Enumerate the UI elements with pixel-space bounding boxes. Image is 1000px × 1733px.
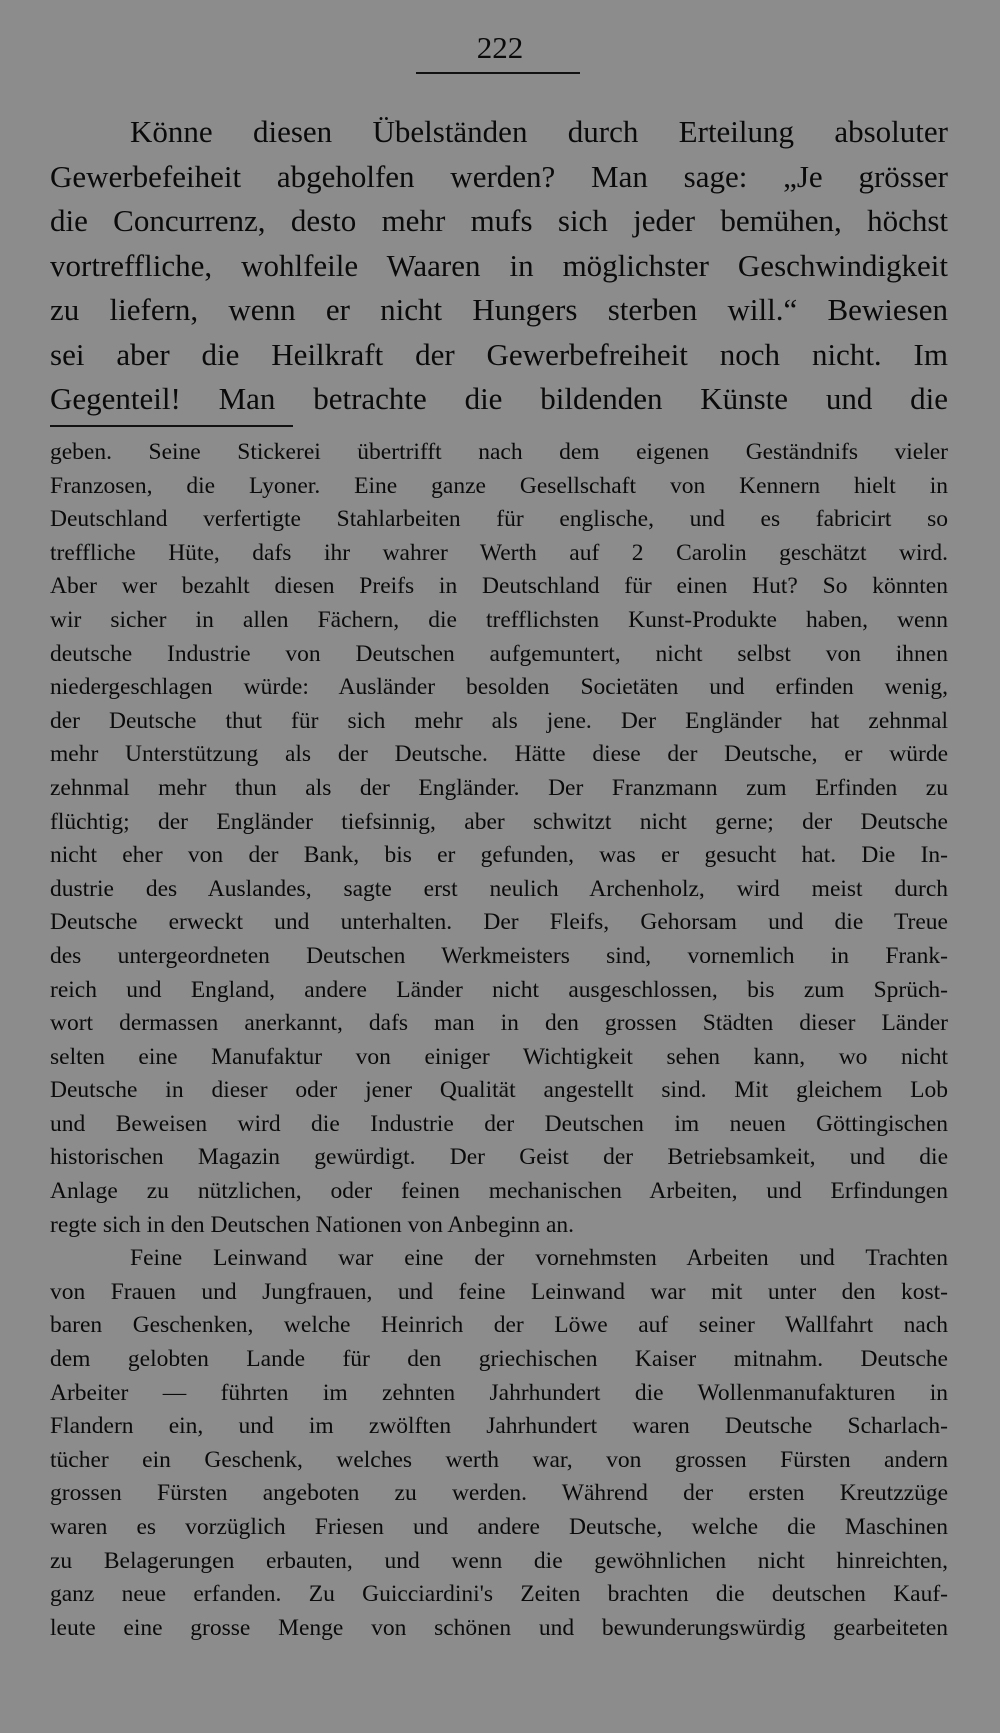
main-text-line: sei aber die Heilkraft der Gewerbefreiheit noch nicht. Im [50,336,948,372]
footnote-line: Franzosen, die Lyoner. Eine ganze Gesellschaft von Kennern hielt in [50,472,948,499]
footnote-line: des untergeordneten Deutschen Werkmeisters sind, vornemlich in Frank- [50,942,948,969]
footnote-line: deutsche Industrie von Deutschen aufgemuntert, nicht selbst von ihnen [50,640,948,667]
footnote-line: wort dermassen anerkannt, dafs man in den grossen Städten dieser Länder [50,1010,948,1037]
footnote-line: historischen Magazin gewürdigt. Der Geist der Betriebsamkeit, und die [50,1144,948,1171]
footnote-separator [50,425,293,427]
page-number: 222 [476,30,524,65]
footnote-line: Arbeiter — führten im zehnten Jahrhundert die Wollenmanufakturen in [50,1379,948,1406]
footnote-block [50,436,948,1645]
footnote-line: ganz neue erfanden. Zu Guicciardini's Zeiten brachten die deutschen Kauf- [50,1581,948,1608]
footnote-line: mehr Unterstützung als der Deutsche. Hätte diese der Deutsche, er würde [50,741,948,768]
footnote-line: Deutsche in dieser oder jener Qualität angestellt sind. Mit gleichem Lob [50,1077,948,1104]
footnote-line: niedergeschlagen würde: Ausländer besolden Societäten und erfinden wenig, [50,674,948,701]
footnote-line: grossen Fürsten angeboten zu werden. Während der ersten Kreutzzüge [50,1480,948,1507]
footnote-line: treffliche Hüte, dafs ihr wahrer Werth auf 2 Carolin geschätzt wird. [50,539,948,566]
footnote-line: geben. Seine Stickerei übertrifft nach dem eigenen Geständnifs vieler [50,439,948,465]
footnote-line: zu Belagerungen erbauten, und wenn die gewöhnlichen nicht hinreichten, [50,1547,948,1574]
footnote-line: regte sich in den Deutschen Nationen von Anbeginn an. [50,1211,575,1238]
footnote-line: nicht eher von der Bank, bis er gefunden, was er gesucht hat. Die In- [50,842,948,869]
footnote-line: tücher ein Geschenk, welches werth war, von grossen Fürsten andern [50,1446,948,1473]
footnote-line: Anlage zu nützlichen, oder feinen mechanischen Arbeiten, und Erfindungen [50,1178,948,1205]
main-text-line: Gegenteil! Man betrachte die bildenden Künste und die [50,381,948,416]
footnote-line: Flandern ein, und im zwölften Jahrhundert waren Deutsche Scharlach- [50,1413,948,1440]
page-number-underline [416,72,580,74]
footnote-line: flüchtig; der Engländer tiefsinnig, aber schwitzt nicht gerne; der Deutsche [50,808,948,835]
footnote-line: Deutsche erweckt und unterhalten. Der Fleifs, Gehorsam und die Treue [50,909,948,936]
footnote-line: dustrie des Auslandes, sagte erst neulich Archenholz, wird meist durch [50,875,948,902]
footnote-line: wir sicher in allen Fächern, die trefflichsten Kunst-Produkte haben, wenn [50,606,948,633]
main-text-line: Könne diesen Übelständen durch Erteilung absoluter [130,114,948,149]
main-text-line: zu liefern, wenn er nicht Hungers sterben will.“ Bewiesen [50,292,948,327]
main-text-block [50,110,948,422]
main-text-line: Gewerbefeiheit abgeholfen werden? Man sage: „Je grösser [50,158,948,194]
main-text-line: die Concurrenz, desto mehr mufs sich jeder bemühen, höchst [50,203,948,238]
footnote-line: Deutschland verfertigte Stahlarbeiten für englische, und es fabricirt so [50,506,948,533]
footnote-line: baren Geschenken, welche Heinrich der Löwe auf seiner Wallfahrt nach [50,1312,948,1339]
footnote-line: waren es vorzüglich Friesen und andere Deutsche, welche die Maschinen [50,1514,948,1540]
footnote-line: leute eine grosse Menge von schönen und bewunderungswürdig gearbeiteten [50,1614,948,1641]
footnote-line: Feine Leinwand war eine der vornehmsten Arbeiten und Trachten [130,1245,948,1272]
main-text-line: vortreffliche, wohlfeile Waaren in möglichster Geschwindigkeit [50,247,948,283]
footnote-line: Aber wer bezahlt diesen Preifs in Deutschland für einen Hut? So könnten [50,573,948,600]
footnote-line: dem gelobten Lande für den griechischen Kaiser mitnahm. Deutsche [50,1346,948,1373]
footnote-line: reich und England, andere Länder nicht ausgeschlossen, bis zum Sprüch- [50,976,948,1003]
footnote-line: selten eine Manufaktur von einiger Wichtigkeit sehen kann, wo nicht [50,1043,948,1070]
footnote-line: der Deutsche thut für sich mehr als jene. Der Engländer hat zehnmal [50,707,948,734]
footnote-line: von Frauen und Jungfrauen, und feine Leinwand war mit unter den kost- [50,1278,948,1305]
footnote-line: zehnmal mehr thun als der Engländer. Der Franzmann zum Erfinden zu [50,774,948,801]
footnote-line: und Beweisen wird die Industrie der Deutschen im neuen Göttingischen [50,1110,948,1137]
